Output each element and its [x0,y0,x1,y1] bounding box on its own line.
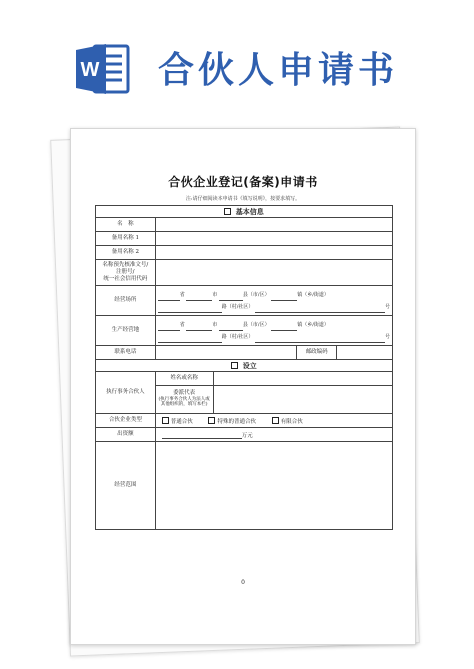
document-title: 合伙企业登记(备案)申请书 [168,175,318,189]
label-appointed-rep: 委派代表 (执行事务合伙人为法人或 其他组织的，填写本栏) [155,386,213,414]
option-special-general-partnership[interactable]: 特殊的普通合伙 [208,419,256,425]
partnership-type-options [155,414,392,428]
document-note: 注:请仔细阅读本申请书《填写说明》，按要求填写。 [185,196,301,202]
field-name[interactable] [155,218,392,232]
label-exec-partner: 执行事务合伙人 [96,372,156,414]
application-form-table [95,205,393,530]
checkbox-icon [224,208,231,215]
checkbox-icon[interactable] [162,417,169,424]
label-business-place: 经营场所 [96,286,156,316]
svg-text:W: W [80,59,100,81]
label-contribution: 出资额 [96,428,156,442]
option-general-partnership[interactable]: 普通合伙 [162,419,193,425]
field-business-scope[interactable] [155,442,392,530]
checkbox-icon [231,362,238,369]
field-exec-partner-name[interactable] [213,372,392,386]
section-basic-info: 基本信息 [96,206,393,218]
label-contact-phone: 联系电话 [96,346,156,360]
page-number: 0 [241,579,245,586]
label-alt-name-1: 备用名称 1 [96,232,156,246]
word-icon [74,40,132,98]
label-name: 名 称 [96,218,156,232]
field-contribution[interactable]: 万元 [155,428,392,442]
label-partnership-type: 合伙企业类型 [96,414,156,428]
checkbox-icon[interactable] [272,417,279,424]
page-title: 合伙人申请书 [158,50,399,91]
label-production-place: 生产经营地 [96,316,156,346]
document-page [70,128,416,645]
field-appointed-rep[interactable] [213,386,392,414]
label-preapproval: 名称预先核准文号/ 注册号/ 统一社会信用代码 [96,260,156,286]
label-name-or-title: 姓名或名称 [155,372,213,386]
checkbox-icon[interactable] [208,417,215,424]
section-setup: 设立 [96,360,393,372]
label-business-scope: 经营范围 [96,442,156,530]
option-limited-partnership[interactable]: 有限合伙 [272,419,303,425]
label-postal-code: 邮政编码 [297,346,337,360]
field-preapproval[interactable] [155,260,392,286]
field-business-place[interactable]: 省 市 县（市/区） 镇（乡/街道） 路（村/社区） 号 [155,286,392,316]
label-alt-name-2: 备用名称 2 [96,246,156,260]
field-alt-name-1[interactable] [155,232,392,246]
field-alt-name-2[interactable] [155,246,392,260]
field-production-place[interactable]: 省 市 县（市/区） 镇（乡/街道） 路（村/社区） 号 [155,316,392,346]
field-postal-code[interactable] [337,346,393,360]
field-contact-phone[interactable] [155,346,297,360]
